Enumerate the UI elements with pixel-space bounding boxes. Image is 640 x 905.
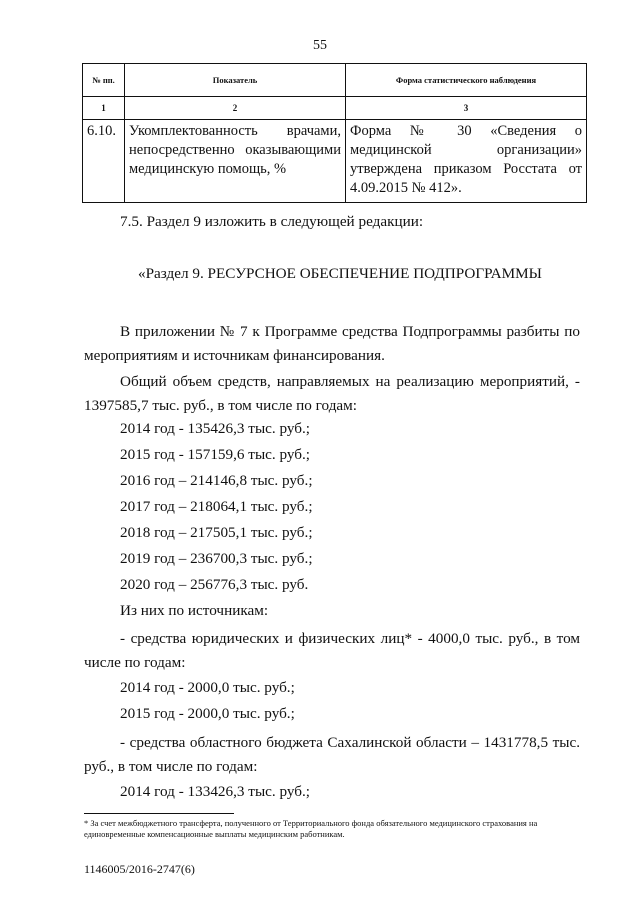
section-heading: «Раздел 9. РЕСУРСНОЕ ОБЕСПЕЧЕНИЕ ПОДПРОГРАММЫ: [138, 265, 542, 282]
col-header-form: Форма статистического наблюдения: [346, 64, 587, 97]
paragraph-total: Общий объем средств, направляемых на реализацию мероприятий, - 1397585,7 тыс. руб., в том числе по годам:: [84, 373, 580, 414]
row-number: 6.10.: [83, 120, 125, 203]
footnote-divider: [84, 813, 234, 814]
regional-2014: 2014 год - 133426,3 тыс. руб.;: [120, 783, 311, 800]
col-number-2: 2: [125, 97, 346, 120]
indicator-table: [82, 63, 587, 203]
col-number-1: 1: [83, 97, 125, 120]
total-2017: 2017 год – 218064,1 тыс. руб.;: [120, 498, 313, 515]
row-indicator: Укомплектованность врачами, непосредственно оказывающими медицинскую помощь, %: [125, 120, 346, 203]
total-2020: 2020 год – 256776,3 тыс. руб.: [120, 576, 309, 593]
col-header-num: № пп.: [83, 64, 125, 97]
table-header-row: [83, 64, 587, 97]
paragraph-regional-budget: - средства областного бюджета Сахалинской области – 1431778,5 тыс. руб., в том числе по годам:: [84, 734, 580, 775]
paragraph-appendix: В приложении № 7 к Программе средства Подпрограммы разбиты по мероприятиям и источникам финансирования.: [84, 323, 580, 364]
sources-heading: Из них по источникам:: [120, 602, 269, 619]
page-number: 55: [313, 38, 327, 53]
legal-2014: 2014 год - 2000,0 тыс. руб.;: [120, 679, 295, 696]
col-header-indicator: Показатель: [125, 64, 346, 97]
table-row: [83, 120, 587, 203]
total-2019: 2019 год – 236700,3 тыс. руб.;: [120, 550, 313, 567]
total-2015: 2015 год - 157159,6 тыс. руб.;: [120, 446, 311, 463]
paragraph-legal-entities: - средства юридических и физических лиц* - 4000,0 тыс. руб., в том числе по годам:: [84, 630, 580, 671]
document-code: 1146005/2016-2747(6): [84, 862, 195, 876]
footnote: * За счет межбюджетного трансферта, полученного от Территориального фонда обязательного медицинского страхования на единовременные компенсационные выплаты медицинским работникам.: [84, 818, 538, 839]
total-2018: 2018 год – 217505,1 тыс. руб.;: [120, 524, 313, 541]
table-number-row: [83, 97, 587, 120]
row-form: Форма № 30 «Сведения о медицинской организации» утверждена приказом Росстата от 4.09.2015 № 412».: [346, 120, 587, 203]
total-2016: 2016 год – 214146,8 тыс. руб.;: [120, 472, 313, 489]
legal-2015: 2015 год - 2000,0 тыс. руб.;: [120, 705, 295, 722]
paragraph-section-edit: 7.5. Раздел 9 изложить в следующей редакции:: [120, 213, 424, 230]
col-number-3: 3: [346, 97, 587, 120]
total-2014: 2014 год - 135426,3 тыс. руб.;: [120, 420, 311, 437]
